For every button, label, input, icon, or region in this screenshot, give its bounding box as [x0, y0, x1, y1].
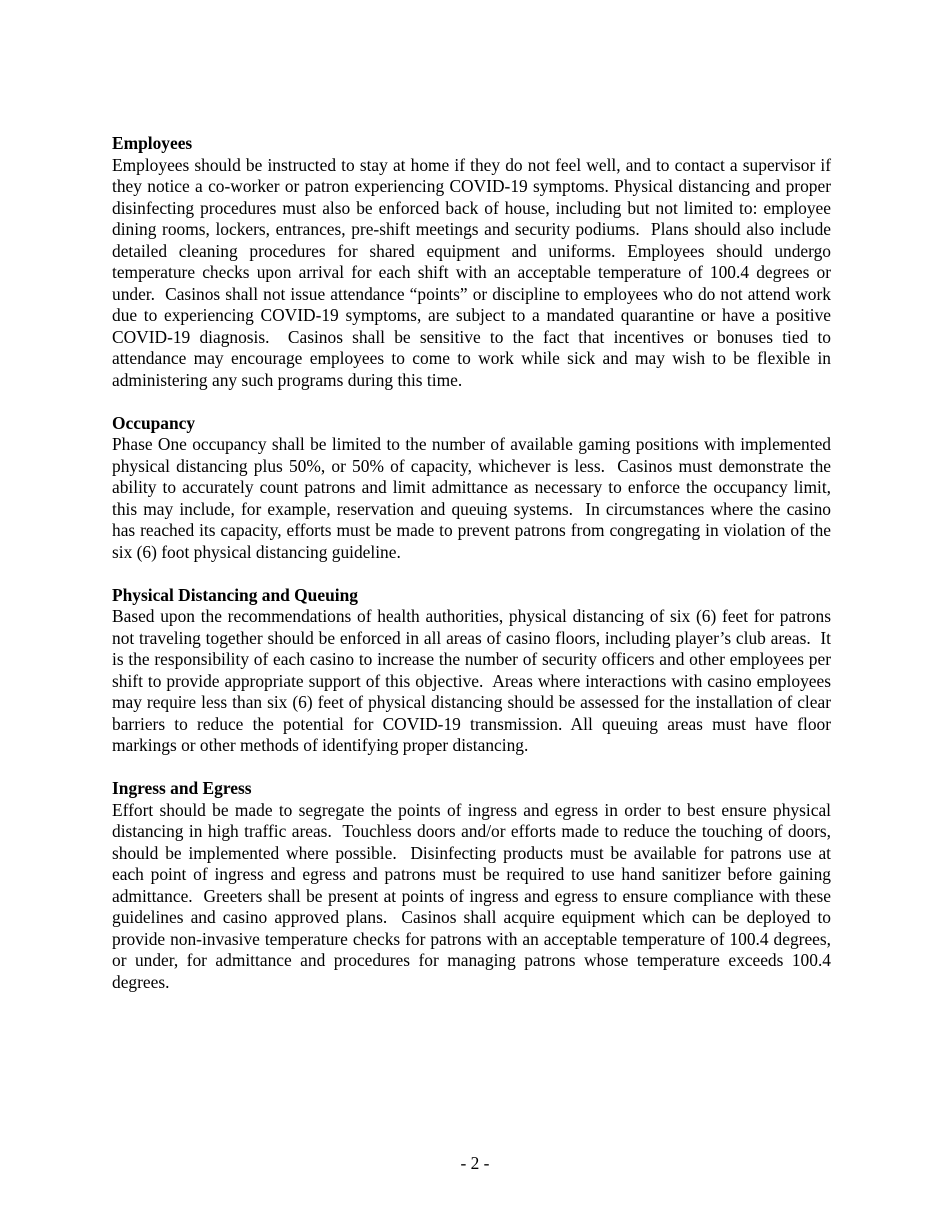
- section-paragraph: Phase One occupancy shall be limited to the number of available gaming positions with implemented physical distancing plus 50%, or 50% of capacity, whichever is less. Casinos must demonstrate the ability to accurately count patrons and limit admittance as necessary to enforce the occupancy limit, this may include, for example, reservation and queuing systems. In circumstances where the casino has reached its capacity, efforts must be made to prevent patrons from congregating in violation of the six (6) foot physical distancing guideline.: [112, 434, 836, 562]
- section-paragraph: Effort should be made to segregate the points of ingress and egress in order to best ensure physical distancing in high traffic areas. Touchless doors and/or efforts made to reduce the touching of doors, should be implemented where possible. Disinfecting products must be available for patrons use at each point of ingress and egress and patrons must be required to use hand sanitizer before gaining admittance. Greeters shall be present at points of ingress and egress to ensure compliance with these guidelines and casino approved plans. Casinos shall acquire equipment which can be deployed to provide non-invasive temperature checks for patrons with an acceptable temperature of 100.4 degrees, or under, for admittance and procedures for managing patrons whose temperature exceeds 100.4 degrees.: [112, 799, 836, 992]
- section-heading: Occupancy: [112, 412, 196, 433]
- section-paragraph: Based upon the recommendations of health authorities, physical distancing of six (6) feet for patrons not traveling together should be enforced in all areas of casino floors, including player’s club areas. It is the responsibility of each casino to increase the number of security officers and other employees per shift to provide appropriate support of this objective. Areas where interactions with casino employees may require less than six (6) feet of physical distancing should be assessed for the installation of clear barriers to reduce the potential for COVID-19 transmission. All queuing areas must have floor markings or other methods of identifying proper distancing.: [112, 606, 836, 755]
- section-employees: [112, 133, 836, 391]
- section-heading: Physical Distancing and Queuing: [112, 584, 358, 605]
- page-number: - 2 -: [460, 1153, 490, 1173]
- section-paragraph: Employees should be instructed to stay at home if they do not feel well, and to contact a supervisor if they notice a co-worker or patron experiencing COVID-19 symptoms. Physical distancing and proper disinfecting procedures must also be enforced back of house, including but not limited to: employee dining rooms, lockers, entrances, pre-shift meetings and security podiums. Plans should also include detailed cleaning procedures for shared equipment and uniforms. Employees should undergo temperature checks upon arrival for each shift with an acceptable temperature of 100.4 degrees or under. Casinos shall not issue attendance “points” or discipline to employees who do not attend work due to experiencing COVID-19 symptoms, are subject to a mandated quarantine or have a positive COVID-19 diagnosis. Casinos shall be sensitive to the fact that incentives or bonuses tied to attendance may encourage employees to come to work while sick and may wish to be flexible in administering any such programs during this time.: [112, 154, 836, 390]
- section-physical-distancing: [112, 584, 836, 757]
- document-page: [112, 133, 836, 1015]
- section-heading: Ingress and Egress: [112, 778, 252, 798]
- section-ingress-egress: [112, 778, 836, 993]
- section-heading: Employees: [112, 133, 193, 153]
- section-occupancy: [112, 412, 836, 564]
